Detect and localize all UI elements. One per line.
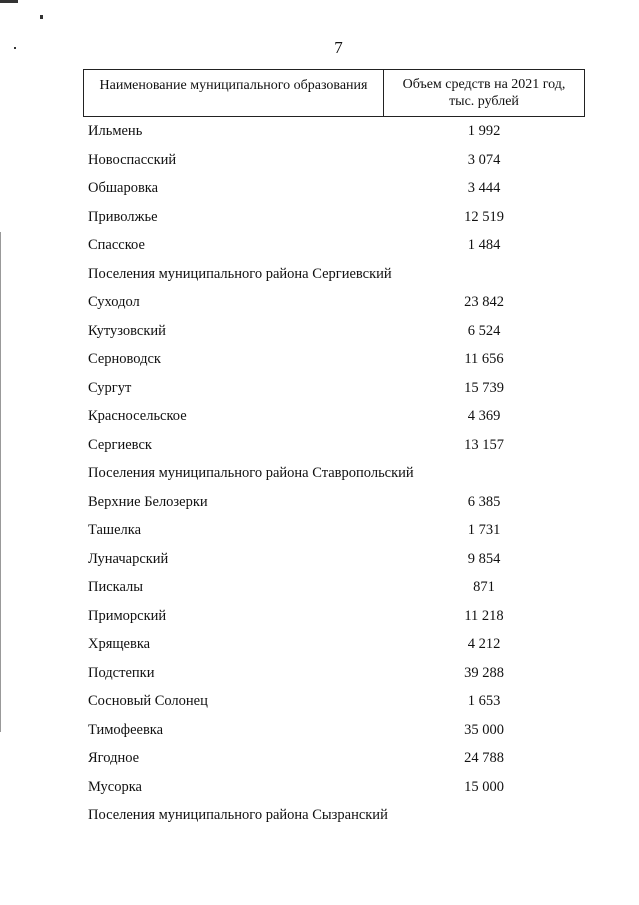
table-row	[0, 347, 639, 376]
amount-value: 11 218	[464, 607, 504, 624]
header-name-column: Наименование муниципального образования	[84, 70, 384, 116]
header-amount-column	[384, 70, 584, 116]
amount-value: 12 519	[464, 208, 504, 225]
amount-value: 9 854	[467, 550, 501, 567]
table-row	[0, 689, 639, 718]
municipality-name: Сургут	[88, 379, 132, 396]
table-row	[0, 632, 639, 661]
table-row	[0, 718, 639, 747]
amount-value: 4 212	[467, 636, 501, 652]
table-row	[0, 746, 639, 775]
table-row	[0, 290, 639, 319]
amount-value: 1 992	[467, 123, 501, 139]
table-row	[0, 376, 639, 405]
municipality-name: Сосновый Солонец	[88, 693, 208, 709]
table-row	[0, 433, 639, 462]
table-body	[0, 119, 639, 832]
amount-value: 1 484	[467, 237, 501, 253]
table-row	[0, 604, 639, 633]
table-row	[0, 775, 639, 804]
section-title: Поселения муниципального района Сергиевский	[88, 265, 392, 282]
section-title: Поселения муниципального района Ставропольский	[88, 465, 414, 481]
municipality-name: Верхние Белозерки	[88, 493, 208, 510]
table-row	[0, 148, 639, 177]
municipality-name: Приморский	[88, 607, 167, 624]
section-title: Поселения муниципального района Сызранский	[88, 807, 388, 823]
municipality-name: Тимофеевка	[88, 721, 164, 738]
page-number: 7	[334, 38, 343, 57]
table-row	[0, 233, 639, 262]
amount-value: 4 369	[467, 408, 501, 424]
header-amount-line1: Объем средств на 2021 год,	[402, 77, 566, 92]
municipality-name: Хрящевка	[88, 636, 151, 652]
municipality-name: Луначарский	[88, 550, 169, 567]
table-header	[83, 69, 585, 117]
municipality-name: Спасское	[88, 237, 145, 253]
amount-value: 24 788	[464, 750, 504, 766]
amount-value: 6 385	[467, 493, 501, 510]
section-header-row	[0, 803, 639, 832]
amount-value: 15 739	[464, 379, 504, 396]
section-header-row	[0, 461, 639, 490]
table-row	[0, 176, 639, 205]
municipality-name: Сергиевск	[88, 436, 152, 453]
amount-value: 23 842	[464, 294, 504, 310]
table-row	[0, 490, 639, 519]
municipality-name: Мусорка	[88, 778, 142, 795]
amount-value: 39 288	[464, 664, 504, 681]
amount-value: 1 731	[467, 522, 501, 538]
section-header-row	[0, 262, 639, 291]
municipality-name: Ташелка	[88, 522, 142, 538]
municipality-name: Подстепки	[88, 664, 155, 681]
amount-value: 11 656	[464, 351, 504, 367]
amount-value: 3 444	[467, 180, 501, 196]
municipality-name: Пискалы	[88, 579, 144, 595]
municipality-name: Кутузовский	[88, 322, 166, 339]
municipality-name: Новоспасский	[88, 151, 177, 168]
amount-value: 13 157	[464, 436, 504, 453]
scan-mark-dot	[40, 15, 43, 19]
scan-mark-corner	[0, 0, 18, 3]
table-row	[0, 205, 639, 234]
amount-value: 871	[473, 579, 495, 595]
municipality-name: Красносельское	[88, 408, 187, 424]
table-row	[0, 661, 639, 690]
municipality-name: Ильмень	[88, 123, 143, 139]
header-amount-line2: тыс. рублей	[449, 94, 519, 109]
table-row	[0, 575, 639, 604]
amount-value: 3 074	[467, 151, 501, 168]
table-row	[0, 319, 639, 348]
municipality-name: Ягодное	[88, 750, 140, 766]
amount-value: 1 653	[467, 693, 501, 709]
municipality-name: Серноводск	[88, 351, 161, 367]
table-row	[0, 547, 639, 576]
municipality-name: Суходол	[88, 294, 140, 310]
table-row	[0, 119, 639, 148]
table-row	[0, 518, 639, 547]
amount-value: 6 524	[467, 322, 501, 339]
amount-value: 15 000	[464, 778, 504, 795]
municipality-name: Приволжье	[88, 208, 158, 225]
table-row	[0, 404, 639, 433]
amount-value: 35 000	[464, 721, 504, 738]
municipality-name: Обшаровка	[88, 180, 159, 196]
